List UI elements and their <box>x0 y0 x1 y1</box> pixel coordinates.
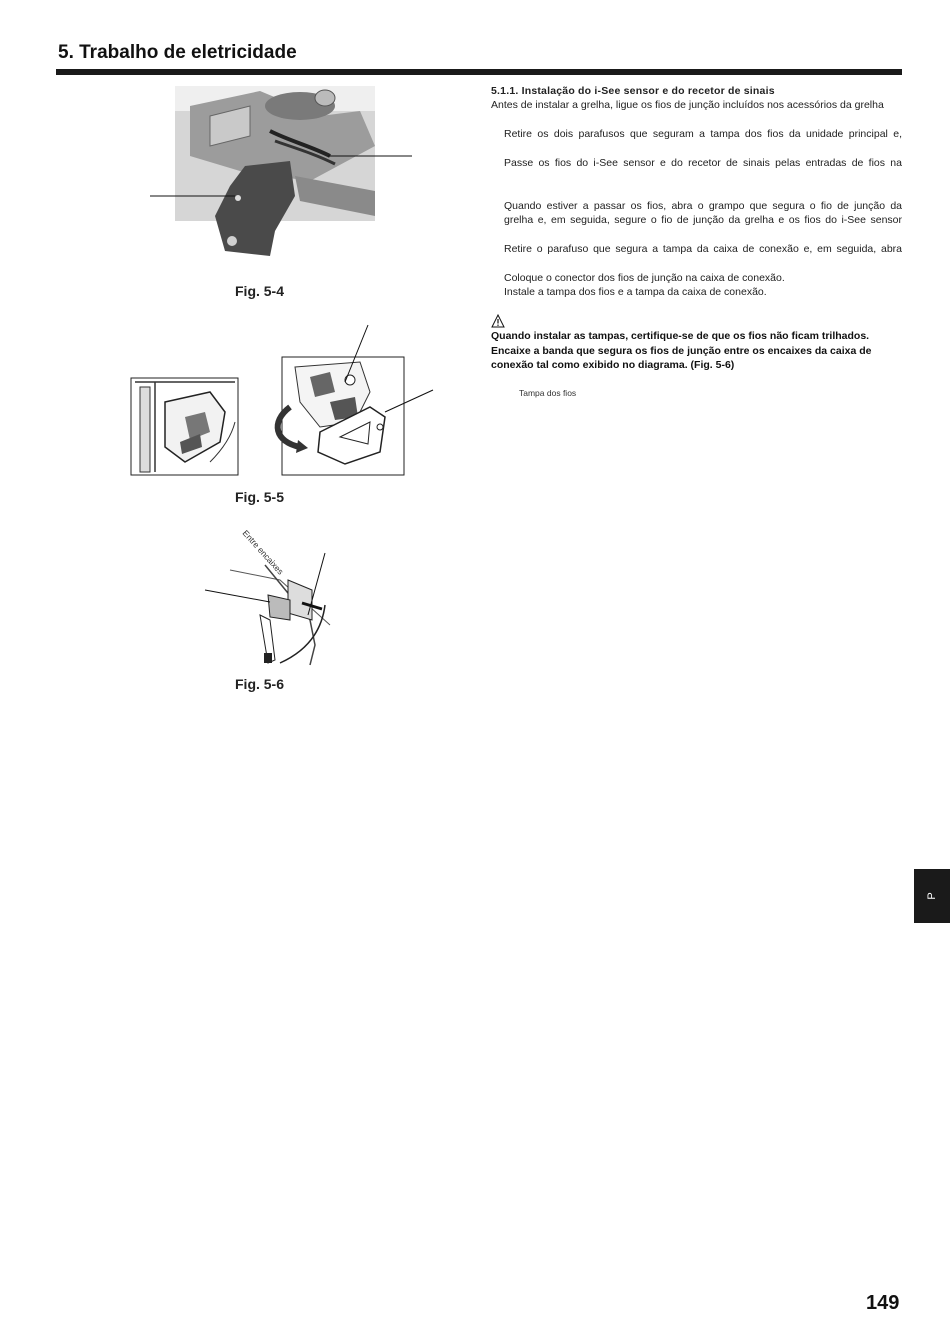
step-5-line-1: Coloque o conector dos fios de junção na caixa de conexão. <box>504 272 785 284</box>
intro-text: Antes de instalar a grelha, ligue os fios de junção incluídos nos acessórios da grelha <box>491 99 884 111</box>
side-tab-letter: P <box>926 892 938 900</box>
caution-line-2: Encaixe a banda que segura os fios de junção entre os encaixes da caixa de <box>491 344 872 357</box>
caution-text <box>491 329 902 373</box>
figure-5-6-image <box>200 525 340 670</box>
figure-5-4-label: Fig. 5-4 <box>235 283 285 299</box>
step-3-line-2: grelha e, em seguida, segure o fio de junção da grelha e os fios do i-See sensor <box>504 214 902 226</box>
page-number: 149 <box>866 1292 900 1314</box>
step-3-line-1: Quando estiver a passar os fios, abra o grampo que segura o fio de junção da <box>504 200 902 212</box>
legend-item: Tampa dos fios <box>519 388 577 398</box>
figure-5-6-annotation: Entre encaixes <box>240 528 286 577</box>
step-5-line-2: Instale a tampa dos fios e a tampa da caixa de conexão. <box>504 286 767 298</box>
caution-line-3: conexão tal como exibido no diagrama. (Fig. 5-6) <box>491 359 735 371</box>
title-divider <box>56 69 902 75</box>
language-side-tab <box>914 869 950 923</box>
page-title: 5. Trabalho de eletricidade <box>58 42 297 63</box>
step-2-line-1: Passe os fios do i-See sensor e do recetor de sinais pelas entradas de fios na <box>504 157 902 169</box>
section-heading: 5.1.1. Instalação do i-See sensor e do recetor de sinais <box>491 85 775 97</box>
figure-5-4-image <box>150 86 415 271</box>
figure-5-6-label: Fig. 5-6 <box>235 676 285 692</box>
figure-5-5-image <box>130 322 435 478</box>
step-1-line-1: Retire os dois parafusos que seguram a tampa dos fios da unidade principal e, <box>504 128 902 140</box>
caution-line-1: Quando instalar as tampas, certifique-se de que os fios não ficam trilhados. <box>491 330 870 342</box>
figure-5-5-label: Fig. 5-5 <box>235 489 285 505</box>
warning-triangle-icon <box>491 314 505 328</box>
step-4-line-1: Retire o parafuso que segura a tampa da caixa de conexão e, em seguida, abra <box>504 243 902 255</box>
